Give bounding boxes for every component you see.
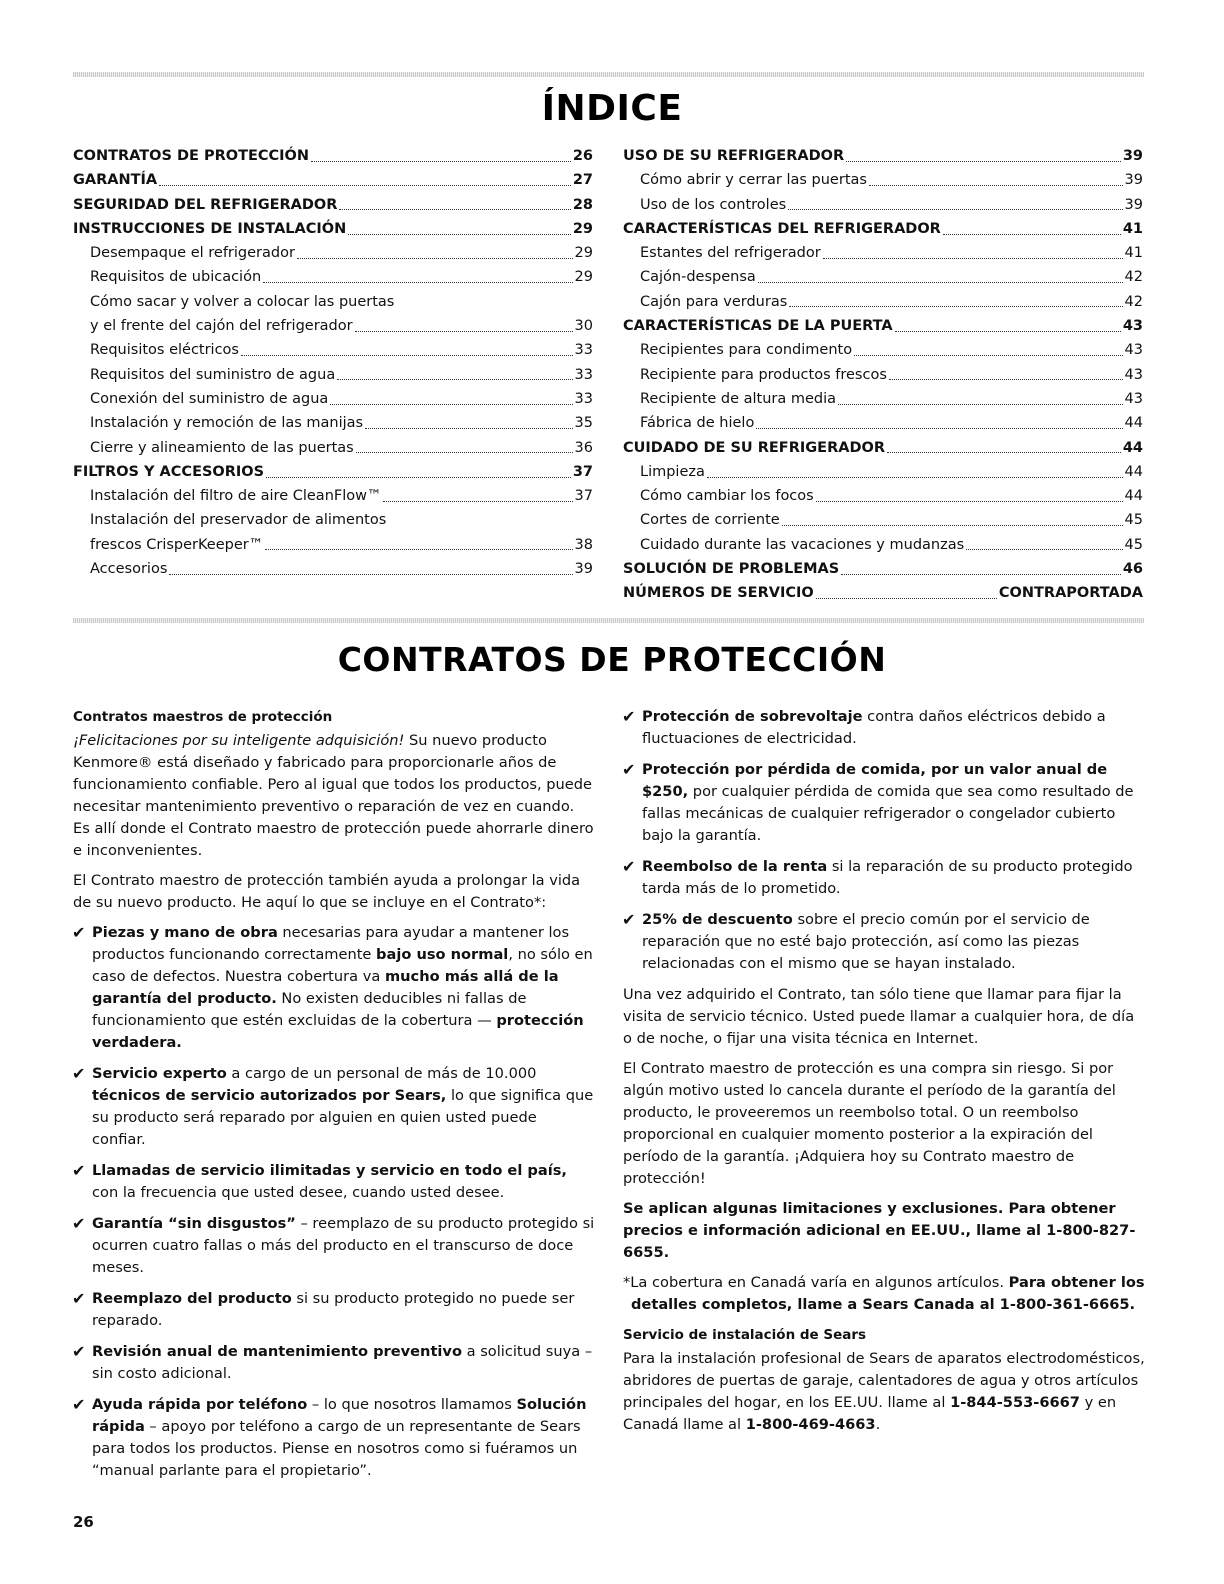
toc-label: CUIDADO DE SU REFRIGERADOR [623, 439, 885, 456]
bullet-item: ✔ Reemplazo del producto si su producto protegido no puede ser reparado. [72, 1289, 575, 1329]
toc-leader [756, 428, 1122, 429]
toc-title: ÍNDICE [541, 88, 683, 129]
toc-heading [73, 217, 593, 241]
bullet-item: ✔ Reembolso de la renta si la reparación de su producto protegido tarda más de lo prometido. [622, 857, 1133, 897]
toc-label: Cierre y alineamiento de las puertas [90, 439, 354, 456]
top-divider [73, 72, 1144, 77]
toc-leader [841, 574, 1121, 575]
checkmark-icon: ✔ [72, 1395, 86, 1414]
toc-label: Desempaque el refrigerador [90, 245, 295, 262]
toc-leader [854, 355, 1122, 356]
toc-leader [758, 282, 1123, 283]
toc-leader [846, 161, 1121, 162]
limits-notice: Se aplican algunas limitaciones y exclusiones. Para obtener precios e información adicional en EE.UU., llame al 1-800-827-6655. [623, 1200, 1136, 1261]
toc-entry [73, 484, 593, 508]
toc-heading [73, 144, 593, 168]
toc-page: 39 [1124, 172, 1143, 189]
subheading: Contratos maestros de protección [73, 709, 333, 725]
toc-entry [73, 436, 593, 460]
toc-page: 29 [574, 269, 593, 286]
toc-heading [623, 314, 1143, 338]
toc-label: Cómo sacar y volver a colocar las puertas [90, 293, 395, 310]
toc-leader [356, 452, 573, 453]
toc-heading [73, 168, 593, 192]
toc-page: 33 [574, 390, 593, 407]
bullet-item: ✔ Garantía “sin disgustos” – reemplazo de su producto protegido si ocurren cuatro fallas o más del producto en el transcurso de doce meses. [72, 1214, 595, 1276]
toc-page: 37 [572, 463, 593, 480]
paragraph: El Contrato maestro de protección también ayuda a prolongar la vida de su nuevo producto. He aquí lo que se incluye en el Contrato*: [73, 872, 581, 911]
bullet-item: ✔ Protección por pérdida de comida, por un valor anual de $250, por cualquier pérdida de comida que sea como resultado de fallas mecánicas de cualquier refrigerador o congelador cubierto bajo la garantía. [622, 760, 1134, 844]
toc-page: 41 [1122, 220, 1143, 237]
toc-label: Cómo abrir y cerrar las puertas [640, 172, 867, 189]
section-title: CONTRATOS DE PROTECCIÓN [337, 640, 887, 679]
toc-page: 26 [572, 148, 593, 164]
toc-label: Cajón-despensa [640, 269, 756, 286]
toc-page: 46 [1122, 561, 1143, 578]
toc-page: 44 [1124, 415, 1143, 432]
middle-divider [73, 618, 1144, 623]
toc-leader [816, 598, 997, 599]
toc-heading [623, 144, 1143, 168]
toc-leader [838, 404, 1122, 405]
toc-label: Estantes del refrigerador [640, 245, 821, 262]
toc-leader [782, 525, 1123, 526]
toc-leader [823, 258, 1123, 259]
toc-heading [623, 581, 1143, 605]
toc-page: 38 [574, 536, 593, 553]
toc-label: Recipiente de altura media [640, 390, 837, 407]
checkmark-icon: ✔ [72, 923, 86, 942]
toc-label: Cómo cambiar los focos [640, 488, 814, 505]
toc-entry [73, 265, 593, 289]
toc-leader [169, 574, 572, 575]
toc-label: Cortes de corriente [640, 512, 780, 529]
toc-label: USO DE SU REFRIGERADOR [623, 148, 845, 164]
toc-page: 28 [572, 196, 593, 213]
toc-label: Accesorios [90, 561, 168, 578]
toc-entry [73, 533, 593, 557]
toc-label: Limpieza [640, 463, 705, 480]
toc-heading [623, 557, 1143, 581]
toc-page: 45 [1124, 536, 1143, 553]
toc-label: Fábrica de hielo [640, 415, 755, 432]
toc-entry [623, 508, 1143, 532]
toc-leader [311, 161, 571, 162]
toc-page: 43 [1124, 390, 1143, 407]
toc-page: 43 [1124, 342, 1143, 359]
toc-label: frescos CrisperKeeper™ [90, 536, 264, 553]
bullet-item: ✔ 25% de descuento sobre el precio común por el servicio de reparación que no esté bajo protección, así como las piezas relacionadas con el mismo que se hayan instalado. [622, 910, 1090, 972]
toc-label: Recipiente para productos frescos [640, 366, 887, 383]
toc-entry [73, 557, 593, 581]
install-paragraph: Para la instalación profesional de Sears de aparatos electrodomésticos, abridores de puertas de garaje, calentadores de agua y otros artículos principales del hogar, en los EE.UU. llame al 1-844-553-6667 y en Canadá llame al 1-800-469-4663. [623, 1350, 1145, 1433]
bullet-item: ✔ Ayuda rápida por teléfono – lo que nosotros llamamos Solución rápida – apoyo por teléfono a cargo de un representante de Sears para todos los productos. Piense en nosotros como si fuéramos un “manual parlante para el propietario”. [72, 1395, 587, 1479]
toc-label: NÚMEROS DE SERVICIO [623, 585, 814, 602]
toc-label: INSTRUCCIONES DE INSTALACIÓN [73, 220, 347, 237]
toc-page: 36 [574, 439, 593, 456]
toc-page: 42 [1124, 269, 1143, 286]
toc-leader [339, 209, 570, 210]
toc-entry [73, 241, 593, 265]
bullet-item: ✔ Piezas y mano de obra necesarias para ayudar a mantener los productos funcionando correctamente bajo uso normal, no sólo en caso de defectos. Nuestra cobertura va mucho más allá de la garantía del producto. No existen deducibles ni fallas de funcionamiento que estén excluidas de la cobertura — protección verdadera. [72, 923, 593, 1051]
checkmark-icon: ✔ [72, 1161, 86, 1180]
toc-leader [241, 355, 573, 356]
toc-leader [789, 306, 1122, 307]
toc-leader [337, 379, 572, 380]
toc-page: 33 [574, 366, 593, 383]
checkmark-icon: ✔ [72, 1064, 86, 1083]
toc-label: Requisitos del suministro de agua [90, 366, 336, 383]
toc-page: 30 [574, 318, 593, 335]
toc-entry [73, 314, 593, 338]
toc-entry [623, 460, 1143, 484]
toc-label: Conexión del suministro de agua [90, 390, 329, 407]
paragraph: El Contrato maestro de protección es una compra sin riesgo. Si por algún motivo usted lo cancela durante el período de la garantía del producto, le proveeremos un reembolso total. O un reembolso proporcional en cualquier momento posterior a la expiración del período de la garantía. ¡Adquiera hoy su Contrato maestro de protección! [623, 1060, 1116, 1187]
toc-label: Instalación del filtro de aire CleanFlow™ [90, 488, 382, 505]
checkmark-icon: ✔ [72, 1214, 86, 1233]
toc-heading [73, 193, 593, 217]
toc-page: 27 [572, 172, 593, 189]
toc-page: 29 [574, 245, 593, 262]
toc-leader [943, 234, 1121, 235]
toc-leader [383, 501, 572, 502]
toc-page: 35 [574, 415, 593, 432]
toc-entry [73, 508, 593, 532]
toc-entry [623, 265, 1143, 289]
toc-page: 45 [1124, 512, 1143, 529]
toc-label: SOLUCIÓN DE PROBLEMAS [623, 561, 840, 578]
toc-label: Instalación del preservador de alimentos [90, 512, 387, 529]
toc-leader [266, 477, 571, 478]
intro-paragraph: ¡Felicitaciones por su inteligente adquisición! Su nuevo producto Kenmore® está diseñado y fabricado para proporcionarle años de funcionamiento confiable. Pero al igual que todos los productos, puede necesitar mantenimiento preventivo o reparación de vez en cuando. Es allí donde el Contrato maestro de protección puede ahorrarle dinero e inconvenientes. [73, 732, 594, 859]
toc-page: 43 [1124, 366, 1143, 383]
toc-entry [623, 363, 1143, 387]
bullet-item: ✔ Llamadas de servicio ilimitadas y servicio en todo el país, con la frecuencia que usted desee, cuando usted desee. [72, 1161, 567, 1201]
checkmark-icon: ✔ [622, 760, 636, 779]
toc-entry [623, 387, 1143, 411]
page-number: 26 [73, 1513, 94, 1531]
toc-page: CONTRAPORTADA [998, 585, 1143, 602]
toc-label: Instalación y remoción de las manijas [90, 415, 364, 432]
toc-label: y el frente del cajón del refrigerador [90, 318, 353, 335]
toc-right-column [623, 144, 1143, 606]
toc-leader [297, 258, 573, 259]
toc-leader [365, 428, 572, 429]
toc-page: 33 [574, 342, 593, 359]
install-subheading: Servicio de instalación de Sears [623, 1327, 867, 1343]
toc-leader [355, 331, 573, 332]
toc-leader [889, 379, 1123, 380]
toc-label: Recipientes para condimento [640, 342, 853, 359]
checkmark-icon: ✔ [622, 707, 636, 726]
toc-page: 42 [1124, 293, 1143, 310]
toc-heading [623, 217, 1143, 241]
checkmark-icon: ✔ [622, 910, 636, 929]
toc-label: FILTROS Y ACCESORIOS [73, 463, 265, 480]
toc-left-column [73, 144, 593, 581]
toc-entry [73, 411, 593, 435]
toc-page: 44 [1124, 488, 1143, 505]
toc-page: 37 [574, 488, 593, 505]
toc-leader [348, 234, 571, 235]
toc-page: 39 [1122, 148, 1143, 164]
toc-leader [263, 282, 572, 283]
toc-leader [707, 477, 1123, 478]
toc-entry [623, 193, 1143, 217]
toc-leader [330, 404, 572, 405]
toc-page: 29 [572, 220, 593, 237]
toc-entry [73, 338, 593, 362]
body-right-column [623, 706, 1145, 1444]
toc-label: Requisitos eléctricos [90, 342, 239, 359]
toc-label: Cuidado durante las vacaciones y mudanzas [640, 536, 965, 553]
checkmark-icon: ✔ [72, 1289, 86, 1308]
checkmark-icon: ✔ [72, 1342, 86, 1361]
toc-leader [159, 185, 571, 186]
toc-page: 41 [1124, 245, 1143, 262]
paragraph: Una vez adquirido el Contrato, tan sólo tiene que llamar para fijar la visita de servicio técnico. Usted puede llamar a cualquier hora, de día o de noche, o fijar una visita técnica en Internet. [623, 986, 1135, 1047]
toc-entry [623, 338, 1143, 362]
toc-leader [265, 549, 572, 550]
toc-label: CARACTERÍSTICAS DEL REFRIGERADOR [623, 220, 941, 237]
toc-label: SEGURIDAD DEL REFRIGERADOR [73, 196, 338, 213]
toc-leader [887, 452, 1121, 453]
bullet-item: ✔ Revisión anual de mantenimiento preventivo a solicitud suya – sin costo adicional. [72, 1342, 593, 1382]
body-left-column [73, 706, 595, 1491]
toc-page: 39 [574, 561, 593, 578]
toc-leader [895, 331, 1121, 332]
toc-entry [623, 241, 1143, 265]
toc-leader [869, 185, 1123, 186]
toc-page: 44 [1122, 439, 1143, 456]
checkmark-icon: ✔ [622, 857, 636, 876]
toc-page: 43 [1122, 318, 1143, 335]
toc-leader [788, 209, 1122, 210]
toc-entry [623, 484, 1143, 508]
toc-label: Requisitos de ubicación [90, 269, 262, 286]
toc-entry [623, 168, 1143, 192]
toc-entry [623, 411, 1143, 435]
toc-page: 39 [1124, 196, 1143, 213]
toc-leader [966, 549, 1122, 550]
toc-entry [623, 290, 1143, 314]
toc-entry [73, 290, 593, 314]
toc-label: GARANTÍA [73, 172, 158, 189]
bullet-item: ✔ Protección de sobrevoltaje contra daños eléctricos debido a fluctuaciones de electricidad. [622, 707, 1106, 747]
bullet-item: ✔ Servicio experto a cargo de un personal de más de 10.000 técnicos de servicio autorizados por Sears, lo que significa que su producto será reparado por alguien en quien usted puede confiar. [72, 1064, 594, 1148]
toc-heading [623, 436, 1143, 460]
toc-entry [73, 363, 593, 387]
toc-leader [816, 501, 1123, 502]
toc-heading [73, 460, 593, 484]
toc-entry [73, 387, 593, 411]
canada-note: *La cobertura en Canadá varía en algunos artículos. Para obtener los detalles completos, llame a Sears Canada al 1-800-361-6665. [623, 1274, 1145, 1313]
toc-label: Uso de los controles [640, 196, 787, 213]
toc-label: CONTRATOS DE PROTECCIÓN [73, 148, 310, 164]
toc-entry [623, 533, 1143, 557]
toc-label: Cajón para verduras [640, 293, 788, 310]
toc-page: 44 [1124, 463, 1143, 480]
toc-label: CARACTERÍSTICAS DE LA PUERTA [623, 318, 893, 335]
